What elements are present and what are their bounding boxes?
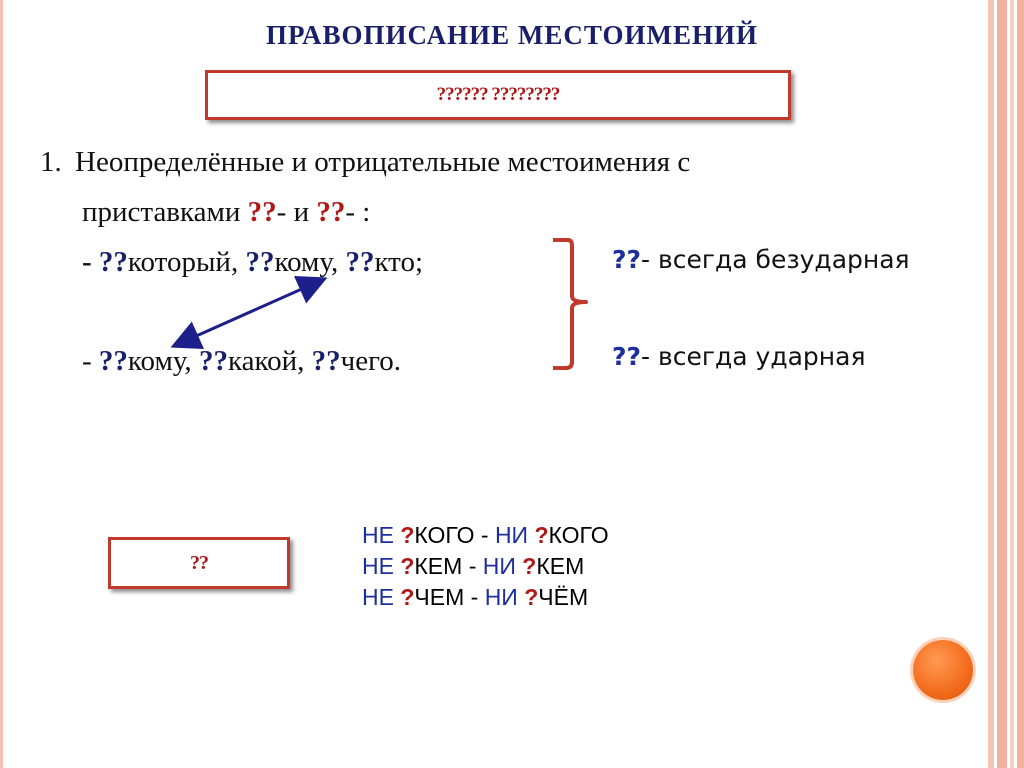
word: кому, [274, 246, 346, 278]
rule-prefix: ?? [612, 245, 642, 274]
prefix-2: ?? [316, 196, 346, 228]
pair-word: КЕМ [536, 553, 585, 579]
row-dash: - [82, 246, 99, 278]
pair-word: КЕМ - [414, 553, 483, 579]
ni-prefix: ? [524, 584, 539, 610]
word-prefix: ?? [245, 246, 275, 278]
pair-row-1 [362, 522, 609, 549]
pair-row-3 [362, 584, 588, 611]
ni-prefix: ? [522, 553, 537, 579]
item-line1-text: Неопределённые и отрицательные местоимения с [75, 146, 691, 178]
small-box [108, 537, 290, 589]
rule-text: - всегда ударная [641, 342, 866, 371]
word-prefix: ?? [98, 345, 128, 377]
word-prefix: ?? [345, 246, 375, 278]
ne-prefix: ? [400, 584, 415, 610]
ni-label: НИ [484, 584, 525, 610]
rule-unstressed [612, 245, 910, 274]
line2-text: - и [276, 196, 317, 228]
example-row-2 [82, 345, 401, 378]
item-number: 1. [40, 146, 62, 178]
word: какой, [227, 345, 312, 377]
ne-label: НЕ [362, 522, 401, 548]
small-box-text: ?? [190, 551, 208, 574]
item-line2 [82, 196, 370, 229]
word-prefix: ?? [98, 246, 128, 278]
word: который, [127, 246, 246, 278]
ne-label: НЕ [362, 553, 401, 579]
subtitle-text: ?????? ???????? [436, 84, 560, 105]
pair-word: КОГО - [414, 522, 495, 548]
ni-label: НИ [494, 522, 535, 548]
pair-word: ЧЁМ [538, 584, 589, 610]
pair-word: КОГО [548, 522, 609, 548]
word: кому, [127, 345, 199, 377]
page-title: ПРАВОПИСАНИЕ МЕСТОИМЕНИЙ [265, 20, 759, 50]
decor-stripe [988, 0, 994, 768]
ne-prefix: ? [400, 553, 415, 579]
decor-stripe [1010, 0, 1014, 768]
rule-text: - всегда безударная [641, 245, 910, 274]
pair-row-2 [362, 553, 584, 580]
decor-stripe-left [0, 0, 3, 768]
row-dash: - [82, 345, 99, 377]
item-line1 [40, 146, 690, 179]
word-prefix: ?? [311, 345, 341, 377]
ne-label: НЕ [362, 584, 401, 610]
orange-circle [913, 640, 973, 700]
pair-word: ЧЕМ - [414, 584, 485, 610]
link-arrow [176, 280, 322, 345]
rule-stressed [612, 342, 866, 371]
prefix-1: ?? [247, 196, 277, 228]
word: чего. [340, 345, 401, 377]
ne-prefix: ? [400, 522, 415, 548]
ni-prefix: ? [534, 522, 549, 548]
curly-bracket [553, 240, 586, 368]
line2-text: приставками [82, 196, 248, 228]
ni-label: НИ [482, 553, 523, 579]
word: кто; [374, 246, 424, 278]
rule-prefix: ?? [612, 342, 642, 371]
subtitle-box [205, 70, 791, 120]
decor-stripe [997, 0, 1007, 768]
decor-stripe [1017, 0, 1024, 768]
example-row-1 [82, 246, 423, 279]
word-prefix: ?? [198, 345, 228, 377]
line2-text: - : [345, 196, 371, 228]
